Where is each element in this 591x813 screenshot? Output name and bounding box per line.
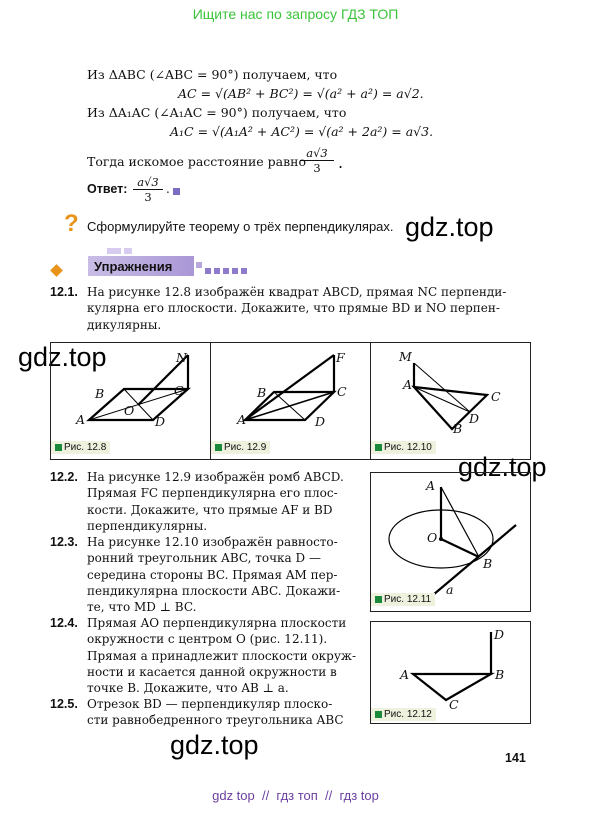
point-label: C <box>174 383 184 398</box>
point-label: B <box>95 386 105 401</box>
solution-line-3: Из ΔA₁AC (∠A₁AC = 90°) получаем, что <box>87 105 347 120</box>
fraction-numerator: a√3 <box>300 146 334 161</box>
top-banner: Ищите нас по запросу ГДЗ ТОП <box>192 6 399 22</box>
caption-square-icon <box>375 596 382 603</box>
text-line: точке B. Докажите, что AB ⊥ a. <box>87 681 289 696</box>
answer-numerator: a√3 <box>133 175 163 190</box>
solution-line-5: Тогда искомое расстояние равно <box>87 154 306 169</box>
watermark: gdz.top <box>458 452 547 482</box>
point-label: D <box>469 411 480 426</box>
point-label: D <box>155 414 166 429</box>
point-label: A <box>400 667 410 682</box>
text-line: На рисунке 12.10 изображён равносто- <box>87 535 338 549</box>
point-label: a <box>446 582 454 597</box>
end-of-proof-square <box>173 188 180 195</box>
figure-caption: Рис. 12.11 <box>371 593 435 606</box>
point-label: O <box>427 530 438 545</box>
point-label: C <box>337 384 347 399</box>
answer-fraction <box>133 175 163 204</box>
caption-square-icon <box>215 444 222 451</box>
text-line: середина стороны BC. Прямая AM пер- <box>87 567 338 582</box>
point-label: A <box>426 478 436 493</box>
point-label: B <box>257 385 267 400</box>
caption-square-icon <box>375 711 382 718</box>
text-line: ности и касается данной окружности в <box>87 664 337 679</box>
point-label: D <box>315 414 326 429</box>
point-label: O <box>124 403 135 418</box>
caption-square-icon <box>375 444 382 451</box>
text-line: Прямая FC перпендикулярна его плос- <box>87 486 338 501</box>
point-label: A <box>403 377 413 392</box>
exercise-12-5-text <box>87 696 357 729</box>
watermark: gdz.top <box>405 212 494 242</box>
figure-caption: Рис. 12.8 <box>51 441 110 454</box>
exercise-number: 12.1. <box>50 285 78 299</box>
text-line: Прямая AO перпендикулярна плоскости <box>87 616 347 630</box>
text-line: На рисунке 12.9 изображён ромб ABCD. <box>87 470 344 484</box>
exercise-number: 12.5. <box>50 697 78 711</box>
text-line: пендикулярна плоскости ABC. Докажи- <box>87 583 341 598</box>
exercise-12-2-text <box>87 469 357 534</box>
point-label: B <box>483 556 493 571</box>
exercise-12-4-text <box>87 615 357 696</box>
solution-line-2: AC = √(AB² + BC²) = √(a² + a²) = a√2. <box>178 86 424 101</box>
section-title: Упражнения <box>94 259 173 274</box>
point-label: B <box>495 667 505 682</box>
figure-caption: Рис. 12.10 <box>371 441 436 454</box>
point-label: D <box>494 627 505 642</box>
text-line: Отрезок BD — перпендикуляр плоско- <box>87 697 333 711</box>
distance-fraction <box>300 146 334 175</box>
point-label: B <box>453 421 463 436</box>
watermark: gdz.top <box>170 730 259 760</box>
watermark: gdz.top <box>18 342 107 372</box>
text-line: те, что MD ⊥ BC. <box>87 600 197 615</box>
caption-square-icon <box>55 444 62 451</box>
text-line: дикулярны. <box>87 317 162 332</box>
point-label: A <box>237 412 247 427</box>
figure-caption: Рис. 12.9 <box>211 441 270 454</box>
solution-line-4: A₁C = √(A₁A² + AC²) = √(a² + 2a²) = a√3. <box>170 124 434 139</box>
point-label: F <box>336 350 345 365</box>
exercise-12-1-text <box>87 284 547 333</box>
point-label: M <box>399 349 412 364</box>
point-label: N <box>176 350 187 365</box>
text-line: На рисунке 12.8 изображён квадрат ABCD, прямая NC перпенди- <box>87 285 507 299</box>
text-line: кости. Докажите, что прямые AF и BD <box>87 502 333 517</box>
exercise-12-3-text <box>87 534 357 615</box>
figure-caption: Рис. 12.12 <box>371 708 436 721</box>
exercise-number: 12.3. <box>50 535 78 549</box>
text-line: перпендикулярны. <box>87 518 208 533</box>
answer-denominator: 3 <box>144 190 152 204</box>
point-label: C <box>449 697 459 712</box>
text-line: окружности с центром O (рис. 12.11). <box>87 632 328 647</box>
question-icon: ? <box>64 210 79 237</box>
page-number: 141 <box>505 751 526 765</box>
exercise-number: 12.2. <box>50 470 78 484</box>
point-label: A <box>76 412 86 427</box>
text-line: Прямая a принадлежит плоскости окруж- <box>87 648 357 663</box>
fraction-denominator: 3 <box>313 161 321 175</box>
text-line: сти равнобедренного треугольника ABC <box>87 713 344 728</box>
footer: gdz top // гдз топ // гдз top <box>212 788 379 803</box>
solution-line-1: Из ΔABC (∠ABC = 90°) получаем, что <box>87 67 338 82</box>
answer-label: Ответ: <box>87 182 128 196</box>
text-line: ронний треугольник ABC, точка D — <box>87 551 321 566</box>
point-label: C <box>491 389 501 404</box>
text-line: кулярна его плоскости. Докажите, что прямые BD и NO перпен- <box>87 301 500 316</box>
section-diamond-icon <box>50 264 63 277</box>
question-text: Сформулируйте теорему о трёх перпендикулярах. <box>87 219 394 234</box>
exercise-number: 12.4. <box>50 616 78 630</box>
